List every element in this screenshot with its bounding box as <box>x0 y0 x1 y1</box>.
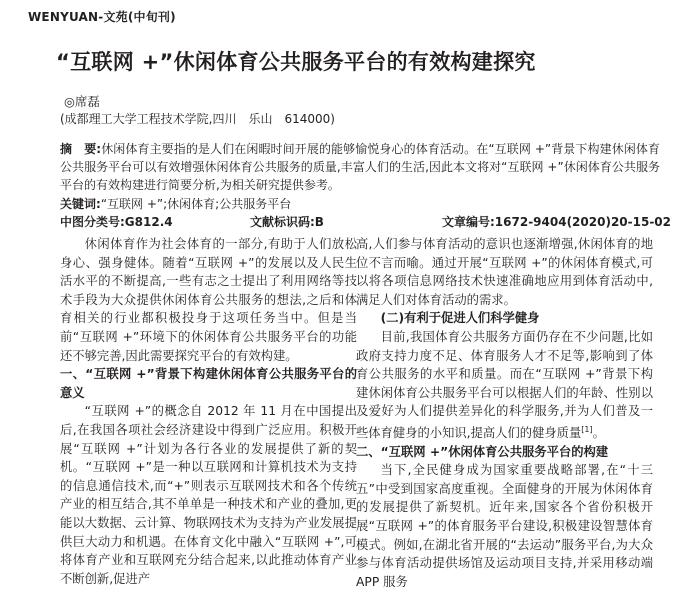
article-title: “互联网 +”休闲体育公共服务平台的有效构建探究 <box>56 50 536 74</box>
author: ◎席磊 <box>64 94 100 109</box>
keywords-label: 关键词: <box>60 197 101 211</box>
running-head: WENYUAN-文苑(中旬刊) <box>28 10 176 24</box>
citation-ref[interactable]: [1] <box>581 424 593 434</box>
section-heading: 二、“互联网 +”休闲体育公共服务平台的构建 <box>356 444 609 459</box>
keywords <box>60 195 291 212</box>
abstract <box>60 140 660 194</box>
paragraph <box>356 328 653 443</box>
keywords-text: “互联网 +”;休闲体育;公共服务平台 <box>100 197 292 211</box>
article-number: 文章编号:1672-9404(2020)20-15-02 <box>442 215 672 229</box>
section-heading: 一、“互联网 +”背景下构建休闲体育公共服务平台的意义 <box>60 367 357 400</box>
paragraph-text: 目前,我国体育公共服务方面仍存在不少问题,比如政府支持力度不足、体育服务人才不足等,影响到了体育公共服务的水平和质量。而在“互联网 +”背景下构建休闲体育公共服务平台可以根据人们的年龄、性别以及爱好为人们提供差异化的科学服务,并为人们普及一些体育健身的小知识,提高人们的健身质量 <box>356 329 653 441</box>
clc-number: 中图分类号:G812.4 <box>60 215 173 229</box>
abstract-text: 休闲体育主要指的是人们在闲暇时间开展的能够愉悦身心的体育活动。在“互联网 +”背景下构建休闲体育公共服务平台可以有效增强休闲体育公共服务的质量,丰富人们的生活,因此本文将对“互联网 +”休闲体育公共服务平台的有效构建进行简要分析,为相关研究提供参考。 <box>60 142 660 192</box>
affiliation: (成都理工大学工程技术学院,四川 乐山 614000) <box>60 112 335 126</box>
abstract-label: 摘 要: <box>60 142 102 156</box>
paragraph: 休闲体育作为社会体育的一部分,有助于人们放松身心、强身健体。随着“互联网 +”的发展以及人民生活水平的不断提高,一些有志之士提出了利用网络等技术手段为大众提供休闲体育公共服务的想法,之后和体育相关的行业都积极投身于这项任务当中。但是当前“互联网 +”环境下的休闲体育公共服务平台的功能还不够完善,因此需要探究平台的有效构建。 <box>60 237 357 363</box>
paragraph: 高,人们参与体育活动的意识也逐渐增强,休闲体育的地位不言而喻。通过开展“互联网 +”的休闲体育模式,可以将各项信息网络技术快速准确地应用到体育活动中,满足人们对体育活动的需求。 <box>356 237 653 307</box>
document-code: 文献标识码:B <box>250 215 324 229</box>
body-column-left <box>60 235 357 588</box>
subsection-heading: (二)有利于促进人们科学健身 <box>380 311 540 326</box>
paragraph: 当下,全民健身成为国家重要战略部署,在“十三五”中受到国家高度重视。全面健身的开展为休闲体育的发展提供了新契机。近年来,国家各个省份积极开展“互联网 +”的体育服务平台建设,积极建设智慧体育模式。例如,在湖北省开展的“去运动”服务平台,为大众参与体育活动提供场馆及运动项目支持,并采用移动端 APP 服务 <box>356 463 653 589</box>
paragraph: “互联网 +”的概念自 2012 年 11 月在中国提出后,在我国各项社会经济建设中得到广泛应用。积极开展“互联网 +”计划为各行各业的发展提供了新的契机。“互联网 +”是一种以互联网和计算机技术为支持的信息通信技术,而“+”则表示互联网技术和各个传统产业的相互结合,其不单单是一种技术和产业的叠加,更能以大数据、云计算、物联网技术为支持为产业发展提供巨大动力和机遇。在体育文化中融入“互联网 +”,可将体育产业和互联网充分结合起来,以此推动体育产业不断创新,促进产 <box>60 404 357 586</box>
paragraph-end: 。 <box>592 426 605 441</box>
body-column-right <box>356 235 653 591</box>
